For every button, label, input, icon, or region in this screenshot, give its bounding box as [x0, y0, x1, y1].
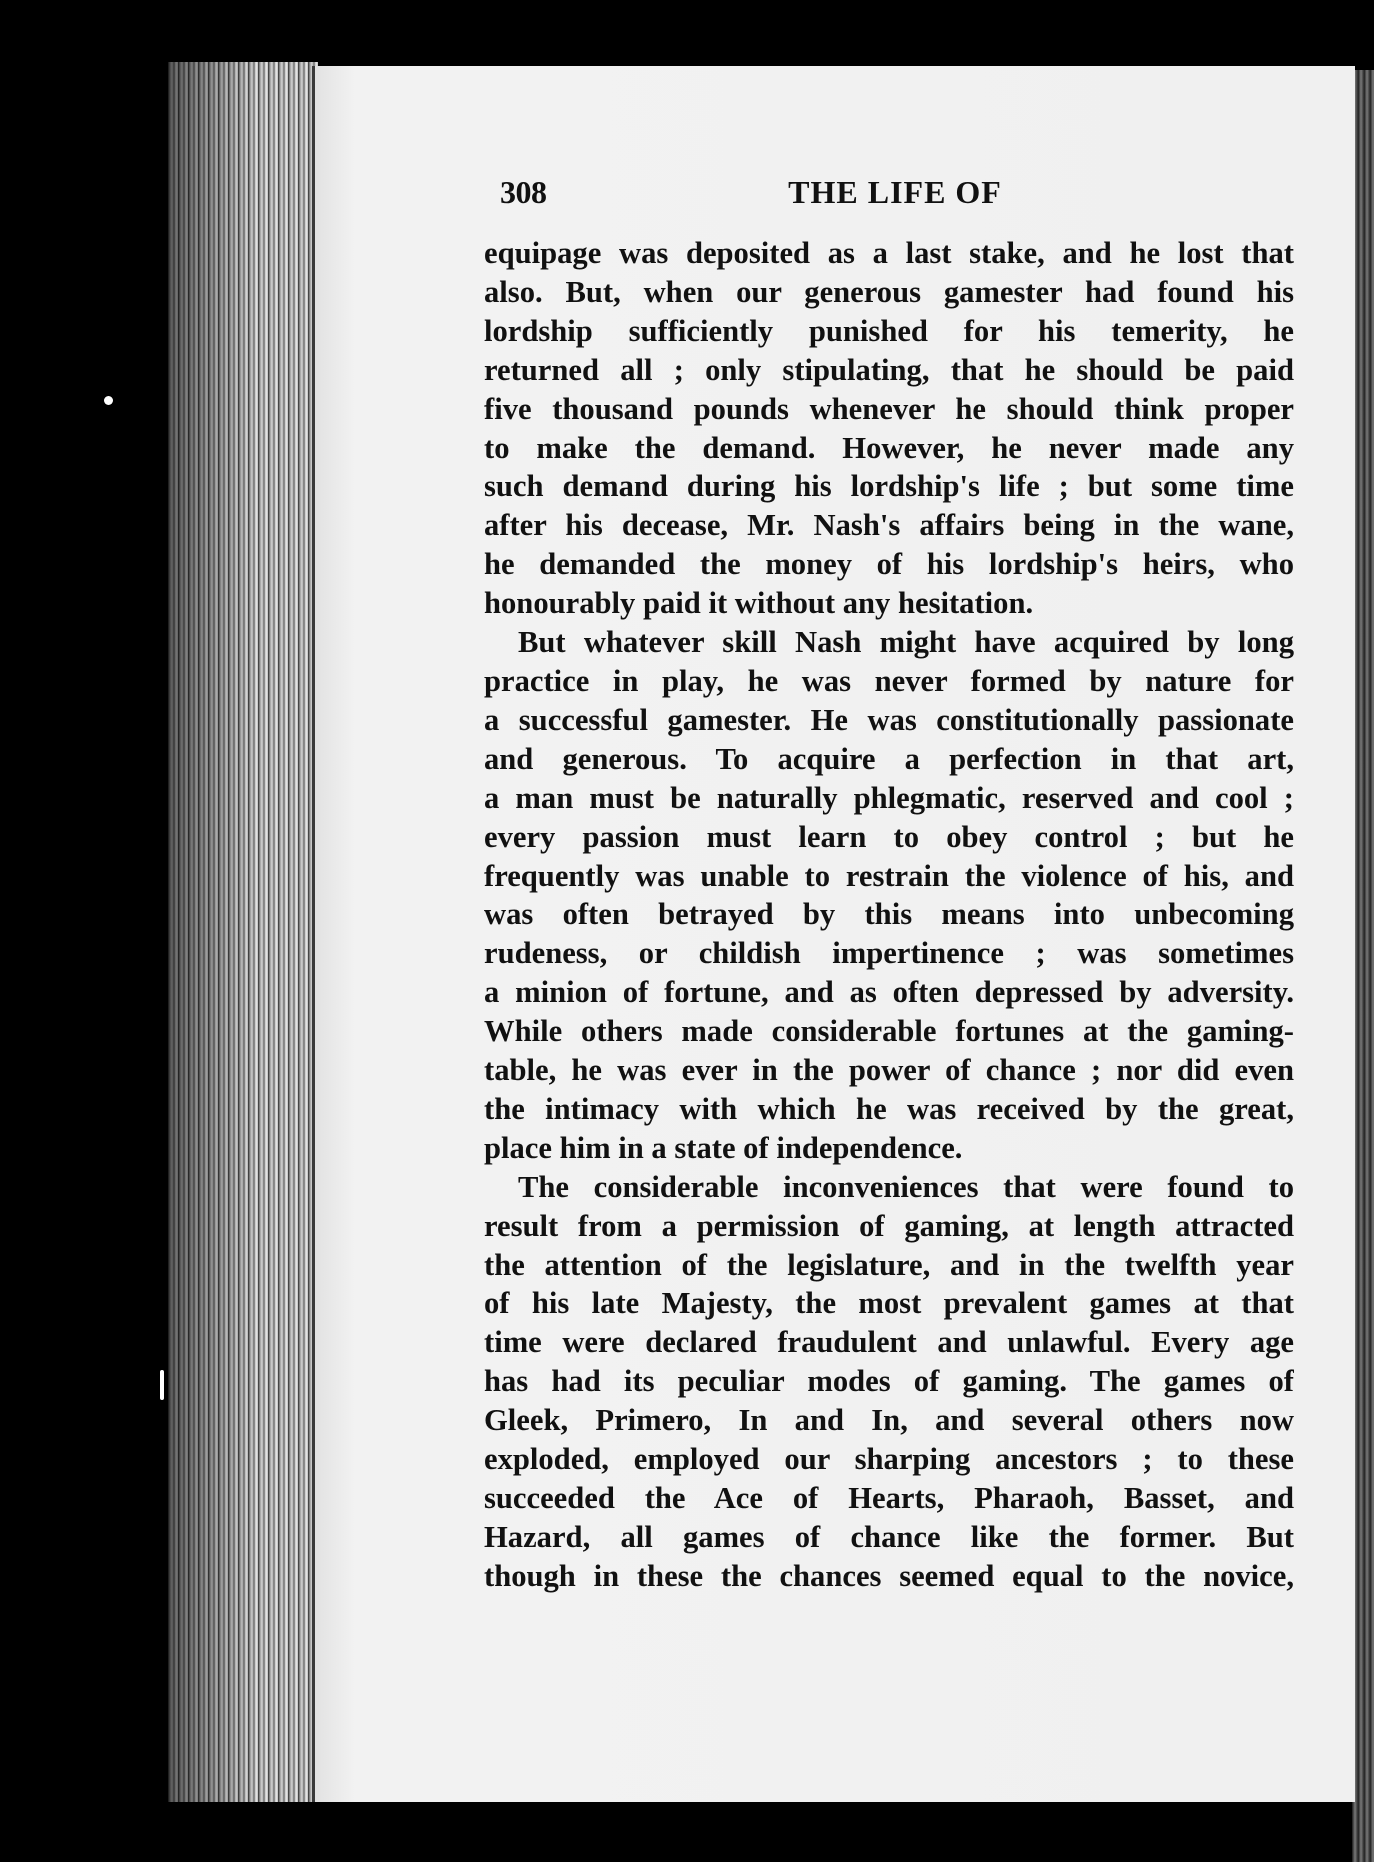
- text-line: he demanded the money of his lordship's heirs, who: [484, 547, 1294, 582]
- text-line: after his decease, Mr. Nash's affairs being in the wane,: [484, 508, 1294, 543]
- text-line: though in these the chances seemed equal to the novice,: [484, 1558, 1294, 1593]
- text-line: exploded, employed our sharping ancestors ; to these: [484, 1442, 1294, 1477]
- text-line: Hazard, all games of chance like the former. But: [484, 1519, 1294, 1554]
- text-line: While others made considerable fortunes at the gaming-: [484, 1014, 1294, 1049]
- text-line: a minion of fortune, and as often depressed by adversity.: [484, 975, 1294, 1010]
- text-line: was often betrayed by this means into unbecoming: [484, 897, 1294, 932]
- text-line: honourably paid it without any hesitation.: [484, 586, 1034, 621]
- text-line: time were declared fraudulent and unlawful. Every age: [484, 1325, 1294, 1360]
- page-edges-stack: [168, 62, 318, 1802]
- scan-speck: [160, 1370, 164, 1400]
- text-line: five thousand pounds whenever he should think proper: [484, 391, 1294, 426]
- right-page-edge: [1352, 70, 1374, 1862]
- running-head: THE LIFE OF: [788, 174, 1002, 210]
- scan-speck: [104, 396, 113, 405]
- text-line: rudeness, or childish impertinence ; was sometimes: [484, 936, 1294, 971]
- text-line: But whatever skill Nash might have acquired by long: [518, 625, 1294, 660]
- text-line: such demand during his lordship's life ; but some time: [484, 469, 1294, 504]
- text-line: and generous. To acquire a perfection in that art,: [484, 741, 1294, 776]
- page-header: [500, 170, 1290, 220]
- text-line: returned all ; only stipulating, that he should be paid: [484, 352, 1294, 387]
- text-line: every passion must learn to obey control ; but he: [484, 819, 1294, 854]
- text-line: The considerable inconveniences that were found to: [518, 1169, 1294, 1204]
- text-line: the attention of the legislature, and in the twelfth year: [484, 1247, 1294, 1282]
- text-line: succeeded the Ace of Hearts, Pharaoh, Basset, and: [484, 1481, 1294, 1515]
- text-line: table, he was ever in the power of chance ; nor did even: [484, 1053, 1294, 1088]
- text-line: of his late Majesty, the most prevalent games at that: [484, 1286, 1294, 1321]
- body-text: [484, 234, 1294, 1596]
- text-line: equipage was deposited as a last stake, and he lost that: [484, 236, 1294, 270]
- text-line: a successful gamester. He was constitutionally passionate: [484, 702, 1294, 737]
- text-line: lordship sufficiently punished for his temerity, he: [484, 313, 1294, 348]
- text-line: a man must be naturally phlegmatic, reserved and cool ;: [484, 780, 1294, 815]
- text-line: practice in play, he was never formed by nature for: [484, 663, 1294, 698]
- text-line: also. But, when our generous gamester had found his: [484, 274, 1294, 309]
- text-line: result from a permission of gaming, at length attracted: [484, 1208, 1294, 1243]
- text-line: frequently was unable to restrain the violence of his, and: [484, 858, 1294, 893]
- text-line: place him in a state of independence.: [484, 1130, 963, 1165]
- text-line: to make the demand. However, he never made any: [484, 430, 1294, 465]
- text-line: Gleek, Primero, In and In, and several others now: [484, 1403, 1294, 1438]
- text-line: has had its peculiar modes of gaming. The games of: [484, 1364, 1294, 1399]
- text-line: the intimacy with which he was received by the great,: [484, 1091, 1294, 1126]
- page-number: 308: [500, 174, 547, 210]
